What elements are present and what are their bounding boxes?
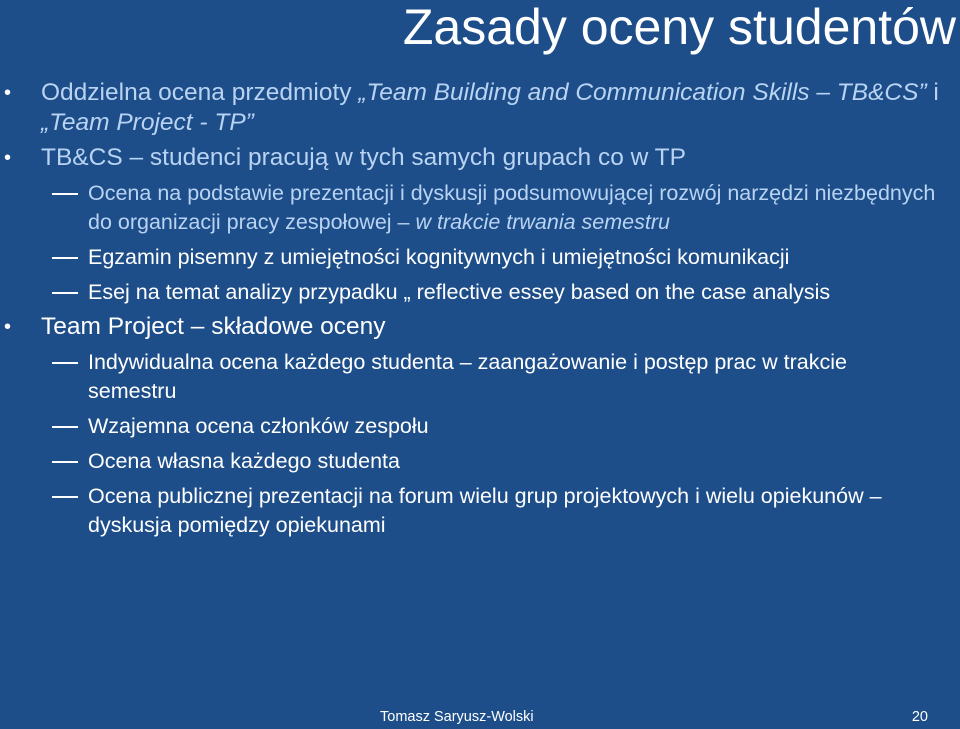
dash-marker <box>52 257 78 259</box>
bullet-text-italic: „Team Project - TP” <box>41 109 254 136</box>
bullet-item <box>0 143 940 173</box>
bullet-item <box>0 78 940 138</box>
dash-marker <box>52 193 78 195</box>
sub-item-text: Ocena na podstawie prezentacji i dyskusji podsumowującej rozwój narzędzi niezbędnych do organizacji pracy zespołowej – <box>88 181 936 234</box>
bullet-item <box>0 312 940 342</box>
sub-item-text: Indywidualna ocena każdego studenta – zaangażowanie i postęp prac w trakcie semestru <box>88 350 847 403</box>
slide-title: Zasady oceny studentów <box>402 0 956 55</box>
sub-item <box>0 243 940 272</box>
bullet-marker: • <box>4 316 12 338</box>
footer-author: Tomasz Saryusz-Wolski <box>380 709 534 725</box>
bullet-marker: • <box>4 82 12 104</box>
sub-item-text: Ocena publicznej prezentacji na forum wielu grup projektowych i wielu opiekunów – dyskusja pomiędzy opiekunami <box>88 484 882 537</box>
sub-item <box>0 412 940 441</box>
sub-item <box>0 447 940 476</box>
bullet-text-italic: „Team Building and Communication Skills – TB&CS” <box>358 79 927 106</box>
sub-item-text: Egzamin pisemny z umiejętności kognitywnych i umiejętności komunikacji <box>88 245 790 269</box>
bullet-text: Oddzielna ocena przedmioty <box>41 79 359 106</box>
dash-marker <box>52 362 78 364</box>
page-number: 20 <box>911 709 928 725</box>
dash-marker <box>52 496 78 498</box>
bullet-marker: • <box>4 147 12 169</box>
dash-marker <box>52 292 78 294</box>
sub-item <box>0 179 940 237</box>
slide-content <box>0 78 940 540</box>
sub-item-text: Wzajemna ocena członków zespołu <box>88 414 429 438</box>
dash-marker <box>52 426 78 428</box>
dash-marker <box>52 461 78 463</box>
sub-item <box>0 482 940 540</box>
sub-item <box>0 348 940 406</box>
sub-item-text-italic: w trakcie trwania semestru <box>415 210 670 234</box>
sub-item-text: Ocena własna każdego studenta <box>88 449 400 473</box>
sub-item <box>0 278 940 307</box>
bullet-text: Team Project – składowe oceny <box>41 313 386 340</box>
sub-item-text: Esej na temat analizy przypadku „ reflective essey based on the case analysis <box>88 280 831 304</box>
bullet-text: i <box>926 79 939 106</box>
bullet-text: TB&CS – studenci pracują w tych samych grupach co w TP <box>41 144 686 171</box>
